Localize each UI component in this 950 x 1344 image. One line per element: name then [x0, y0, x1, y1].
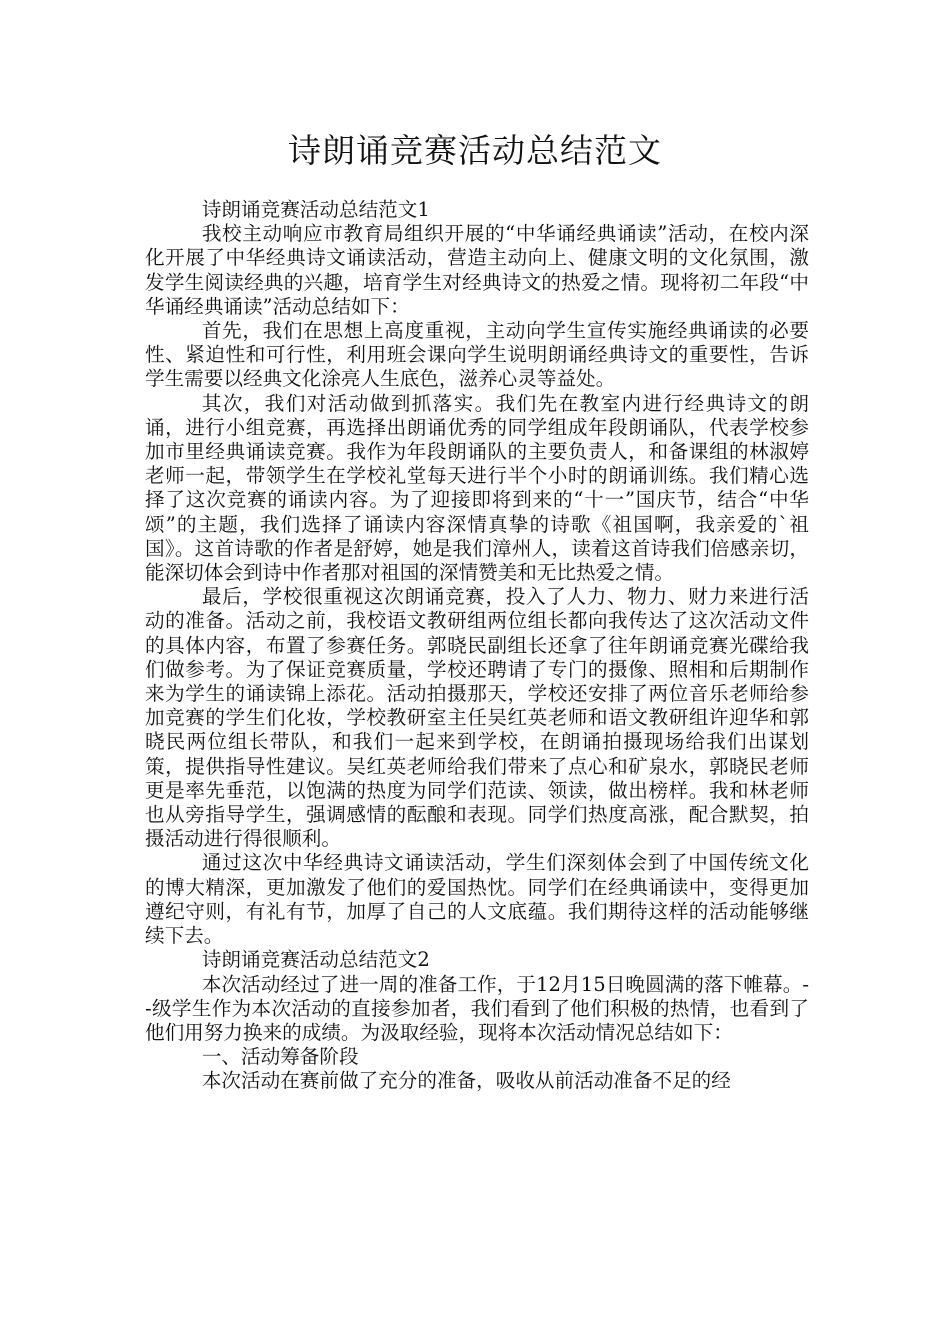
paragraph-second: 其次，我们对活动做到抓落实。我们先在教室内进行经典诗文的朗诵，进行小组竞赛，再选择出朗诵优秀的同学组成年段朗诵队，代表学校参加市里经典诵读竞赛。我作为年段朗诵队的主要负责人，和备课组的林淑婷老师一起，带领学生在学校礼堂每天进行半个小时的朗诵训练。我们精心选择了这次竞赛的诵读内容。为了迎接即将到来的“十一”国庆节，结合“中华颂”的主题，我们选择了诵读内容深情真挚的诗歌《祖国啊，我亲爱的`祖国》。这首诗歌的作者是舒婷，她是我们漳州人，读着这首诗我们倍感亲切，能深切体会到诗中作者那对祖国的深情赞美和无比热爱之情。	[145, 391, 809, 585]
paragraph-intro: 我校主动响应市教育局组织开展的“中华诵经典诵读”活动，在校内深化开展了中华经典诗文诵读活动，营造主动向上、健康文明的文化氛围，激发学生阅读经典的兴趣，培育学生对经典诗文的热爱之情。现将初二年段“中华诵经典诵读”活动总结如下：	[145, 222, 809, 318]
subheading-prep-stage: 一、活动筹备阶段	[201, 1045, 359, 1069]
paragraph-prep-stage: 本次活动在赛前做了充分的准备，吸收从前活动准备不足的经	[201, 1069, 731, 1093]
paragraph-first: 首先，我们在思想上高度重视，主动向学生宣传实施经典诵读的必要性、紧迫性和可行性，利用班会课向学生说明朗诵经典诗文的重要性，告诉学生需要以经典文化涂亮人生底色，滋养心灵等益处。	[145, 319, 809, 391]
document-title: 诗朗诵竞赛活动总结范文	[288, 131, 662, 170]
paragraph-conclusion: 通过这次中华经典诗文诵读活动，学生们深刻体会到了中国传统文化的博大精深，更加激发了他们的爱国热忱。同学们在经典诵读中，变得更加遵纪守则，有礼有节，加厚了自己的人文底蕴。我们期待这样的活动能够继续下去。	[145, 851, 809, 948]
document-body	[145, 198, 809, 1094]
section-heading-1: 诗朗诵竞赛活动总结范文1	[201, 198, 430, 221]
section-heading-2: 诗朗诵竞赛活动总结范文2	[201, 948, 430, 972]
paragraph-intro-2: 本次活动经过了进一周的准备工作，于12月15日晚圆满的落下帷幕。--级学生作为本次活动的直接参加者，我们看到了他们积极的热情，也看到了他们用努力换来的成绩。为汲取经验，现将本次活动情况总结如下：	[145, 972, 809, 1044]
paragraph-last: 最后，学校很重视这次朗诵竞赛，投入了人力、物力、财力来进行活动的准备。活动之前，我校语文教研组两位组长都向我传达了这次活动文件的具体内容，布置了参赛任务。郭晓民副组长还拿了往年朗诵竞赛光碟给我们做参考。为了保证竞赛质量，学校还聘请了专门的摄像、照相和后期制作来为学生的诵读锦上添花。活动拍摄那天，学校还安排了两位音乐老师给参加竞赛的学生们化妆，学校教研室主任吴红英老师和语文教研组许迎华和郭晓民两位组长带队，和我们一起来到学校，在朗诵拍摄现场给我们出谋划策，提供指导性建议。吴红英老师给我们带来了点心和矿泉水，郭晓民老师更是率先垂范，以饱满的热度为同学们范读、领读，做出榜样。我和林老师也从旁指导学生，强调感情的酝酿和表现。同学们热度高涨，配合默契，拍摄活动进行得很顺利。	[145, 585, 809, 851]
